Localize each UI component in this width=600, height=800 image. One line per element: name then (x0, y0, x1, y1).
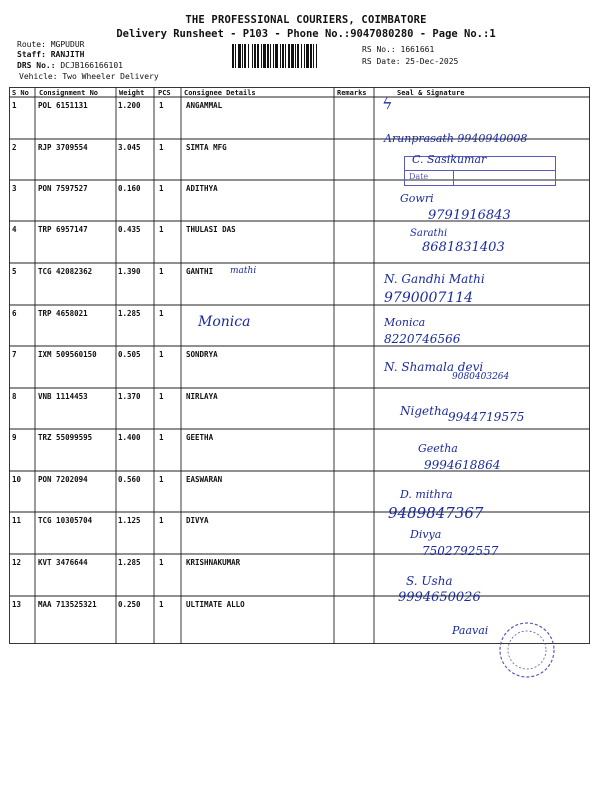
row-sno: 10 (12, 475, 22, 484)
vehicle-value: Two Wheeler Delivery (62, 72, 159, 81)
barcode-bar (310, 44, 312, 68)
barcode-bar (285, 44, 286, 68)
row-pcs: 1 (159, 392, 164, 401)
barcode-bar (313, 44, 314, 68)
table-row (12, 267, 213, 276)
signature-row11: Divya (410, 528, 442, 541)
barcode-bar (291, 44, 294, 68)
signature-row3: Gowri (400, 192, 434, 205)
row-sno: 1 (12, 101, 17, 110)
drs-value: DCJB166166101 (60, 61, 123, 70)
signature-row7: N. Shamala devi (384, 360, 484, 374)
phone-row6: 8220746566 (384, 332, 461, 346)
row-sno: 7 (12, 350, 17, 359)
row-pcs: 1 (159, 267, 164, 276)
phone-row8: 9944719575 (448, 410, 525, 424)
drs-label: DRS No.: (17, 61, 56, 70)
col-header-pcs: PCS (158, 89, 171, 97)
row-sno: 2 (12, 143, 17, 152)
row-pcs: 1 (159, 475, 164, 484)
row-weight: 1.400 (118, 433, 141, 442)
runsheet-subtitle: Delivery Runsheet - P103 - Phone No.:9047080280 - Page No.:1 (116, 28, 496, 40)
row-consignee: GEETHA (186, 433, 214, 442)
table-row (12, 392, 218, 401)
row-sno: 11 (12, 516, 22, 525)
row-consignment-no: TRP 6957147 (38, 225, 88, 234)
barcode-bar (232, 44, 234, 68)
route-label: Route: (17, 40, 46, 49)
row-consignee: EASWARAN (186, 475, 223, 484)
phone-row7: 9080403264 (452, 372, 510, 382)
staff-value: RANJITH (50, 50, 85, 59)
phone-row3: 9791916843 (428, 208, 511, 223)
rs-date-label: RS Date: (362, 57, 401, 66)
table-row (12, 433, 214, 442)
signature-row13: Paavai (452, 624, 489, 637)
row-consignee: KRISHNAKUMAR (186, 558, 241, 567)
row-sno: 4 (12, 225, 17, 234)
row-weight: 0.250 (118, 600, 141, 609)
barcode-bar (316, 44, 317, 68)
vehicle-line (19, 72, 159, 81)
row-consignment-no: POL 6151131 (38, 101, 88, 110)
round-seal-stamp (494, 620, 560, 680)
row-pcs: 1 (159, 225, 164, 234)
row-consignment-no: TRP 4658021 (38, 309, 88, 318)
table-row (12, 225, 236, 234)
barcode-bar (301, 44, 302, 68)
company-title: THE PROFESSIONAL COURIERS, COIMBATORE (185, 14, 427, 26)
row-consignment-no: KVT 3476644 (38, 558, 88, 567)
row-consignment-no: VNB 1114453 (38, 392, 88, 401)
col-header-seal-signature: Seal & Signature (397, 89, 465, 97)
barcode-bar (263, 44, 266, 68)
rs-date-value: 25-Dec-2025 (405, 57, 459, 66)
row-consignment-no: PON 7202094 (38, 475, 88, 484)
col-header-sno: S No (12, 89, 29, 97)
row-sno: 12 (12, 558, 22, 567)
barcode-bar (267, 44, 269, 68)
table-row (12, 101, 223, 110)
barcode-bar (248, 44, 249, 68)
row-weight: 1.125 (118, 516, 141, 525)
row-sno: 9 (12, 433, 17, 442)
barcode-bar (295, 44, 296, 68)
signature-row2: C. Sasikumar (412, 153, 487, 166)
rs-no-value: 1661661 (400, 45, 435, 54)
row-weight: 1.285 (118, 558, 141, 567)
row-weight: 1.370 (118, 392, 141, 401)
table-row (12, 600, 245, 609)
phone-row5: 9790007114 (384, 290, 474, 306)
row-pcs: 1 (159, 184, 164, 193)
row-weight: 1.200 (118, 101, 141, 110)
barcode-bar (254, 44, 256, 68)
signature-squiggle-row1: ϟ (382, 94, 393, 113)
barcode-bar (242, 44, 243, 68)
route-line (17, 40, 84, 49)
rs-date-line (362, 57, 458, 66)
barcode-bar (306, 44, 309, 68)
barcode-bar (282, 44, 284, 68)
row-pcs: 1 (159, 309, 164, 318)
row-pcs: 1 (159, 433, 164, 442)
row-sno: 13 (12, 600, 22, 609)
rs-no-label: RS No.: (362, 45, 396, 54)
col-header-remarks: Remarks (337, 89, 367, 97)
signature-row10: D. mithra (400, 488, 453, 501)
row-weight: 0.160 (118, 184, 141, 193)
row-weight: 1.390 (118, 267, 141, 276)
barcode-bar (261, 44, 262, 68)
col-header-consignee: Consignee Details (184, 89, 256, 97)
row-pcs: 1 (159, 350, 164, 359)
phone-row10: 9489847367 (388, 504, 484, 522)
row-pcs: 1 (159, 558, 164, 567)
row-consignee: ADITHYA (186, 184, 218, 193)
row-consignment-no: TCG 10305704 (38, 516, 93, 525)
row-consignee: NIRLAYA (186, 392, 218, 401)
row-weight: 3.045 (118, 143, 141, 152)
row-pcs: 1 (159, 516, 164, 525)
row-consignment-no: PON 7597527 (38, 184, 88, 193)
row-sno: 8 (12, 392, 17, 401)
barcode-bar (275, 44, 278, 68)
signature-row12: S. Usha (406, 574, 453, 588)
vehicle-label: Vehicle: (19, 72, 58, 81)
barcode-bar (288, 44, 290, 68)
drs-line (17, 61, 123, 70)
table-row (12, 143, 227, 152)
row-weight: 0.435 (118, 225, 141, 234)
table-row (12, 350, 218, 359)
barcode (232, 44, 356, 68)
signature-row1: Arunprasath 9940940008 (384, 132, 528, 145)
phone-row11: 7502792557 (422, 544, 499, 558)
staff-label: Staff: (17, 50, 46, 59)
row-consignment-no: TRZ 55099595 (38, 433, 93, 442)
col-header-consignment: Consignment No (39, 89, 99, 97)
row-weight: 0.505 (118, 350, 141, 359)
table-row (12, 558, 241, 567)
barcode-bar (270, 44, 271, 68)
signature-row8: Nigetha (400, 404, 449, 418)
row-pcs: 1 (159, 101, 164, 110)
barcode-bar (297, 44, 299, 68)
signature-row6: Monica (384, 316, 426, 329)
table-row (12, 184, 218, 193)
row-weight: 0.560 (118, 475, 141, 484)
row-consignment-no: MAA 713525321 (38, 600, 97, 609)
row-sno: 5 (12, 267, 17, 276)
row-weight: 1.285 (118, 309, 141, 318)
row-consignee: SIMTA MFG (186, 143, 227, 152)
row-consignment-no: IXM 509560150 (38, 350, 97, 359)
barcode-bar (257, 44, 259, 68)
barcode-bar (252, 44, 253, 68)
signature-row4: Sarathi (410, 228, 448, 239)
row-consignment-no: TCG 42082362 (38, 267, 93, 276)
row-consignment-no: RJP 3709554 (38, 143, 88, 152)
row-consignee: DIVYA (186, 516, 209, 525)
barcode-bar (244, 44, 246, 68)
row-consignee: THULASI DAS (186, 225, 236, 234)
staff-line (17, 50, 84, 59)
col-header-weight: Weight (119, 89, 145, 97)
row-consignee: SONDRYA (186, 350, 218, 359)
barcode-bar (238, 44, 241, 68)
signature-row5: N. Gandhi Mathi (384, 272, 485, 286)
row-consignee: GANTHI (186, 267, 214, 276)
phone-row9: 9994618864 (424, 458, 501, 472)
phone-row12: 9994650026 (398, 590, 481, 605)
row-consignee: ULTIMATE ALLO (186, 600, 245, 609)
barcode-bar (280, 44, 281, 68)
route-value: MGPUDUR (50, 40, 85, 49)
signature-row9: Geetha (418, 442, 458, 455)
barcode-bar (273, 44, 274, 68)
table-row (12, 516, 209, 525)
row-sno: 6 (12, 309, 17, 318)
row-consignee: ANGAMMAL (186, 101, 223, 110)
barcode-bar (235, 44, 236, 68)
table-row (12, 475, 223, 484)
row-sno: 3 (12, 184, 17, 193)
rs-no-line (362, 45, 434, 54)
consignee-handwritten-row6: Monica (198, 314, 251, 330)
phone-row4: 8681831403 (422, 240, 505, 255)
row-pcs: 1 (159, 600, 164, 609)
stamp-date-label: Date (409, 172, 429, 181)
consignee-annotation-row5: mathi (230, 266, 257, 276)
row-pcs: 1 (159, 143, 164, 152)
barcode-bar (304, 44, 305, 68)
